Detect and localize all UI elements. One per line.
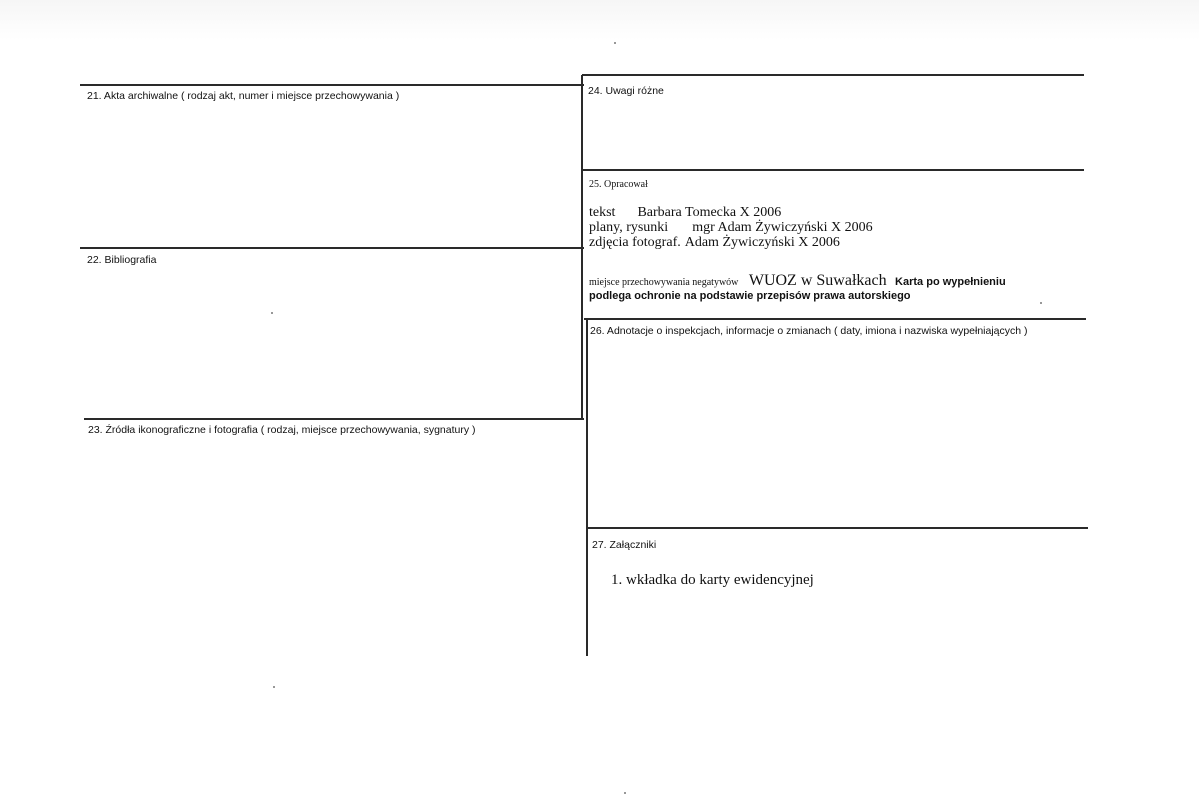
author-row-text-key: tekst [589, 205, 616, 220]
author-row-plans-value: mgr Adam Żywiczyński X 2006 [692, 220, 873, 235]
copyright-note-line1: Karta po wypełnieniu [895, 276, 1006, 288]
negatives-label: miejsce przechowywania negatywów [589, 277, 739, 288]
rule-22-top [80, 247, 584, 249]
author-row-plans-key: plany, rysunki [589, 220, 669, 235]
author-row-photos-value: Adam Żywiczyński X 2006 [684, 235, 840, 250]
author-row-photos [589, 235, 840, 251]
rule-21-top [80, 84, 584, 86]
attachment-item: 1. wkładka do karty ewidencyjnej [611, 572, 814, 588]
section-22-label: 22. Bibliografia [87, 254, 157, 266]
negatives-location [589, 272, 1006, 290]
author-row-photos-key: zdjęcia fotograf. [589, 235, 681, 250]
rule-23-top [84, 418, 584, 420]
section-26-label: 26. Adnotacje o inspekcjach, informacje o zmianach ( daty, imiona i nazwiska wypełniających ) [590, 325, 1028, 337]
rule-26-top [584, 318, 1086, 320]
section-27-label: 27. Załączniki [592, 539, 657, 551]
scan-speck [1040, 302, 1042, 304]
section-23-label: 23. Źródła ikonograficzne i fotografia ( rodzaj, miejsce przechowywania, sygnatury ) [88, 424, 476, 436]
column-divider-lower [586, 318, 588, 656]
section-21-label: 21. Akta archiwalne ( rodzaj akt, numer i miejsce przechowywania ) [87, 90, 400, 102]
scan-speck [624, 792, 626, 794]
copyright-note-line2: podlega ochronie na podstawie przepisów prawa autorskiego [589, 290, 911, 302]
scan-speck [614, 42, 616, 44]
rule-27-top [586, 527, 1088, 529]
author-row-plans [589, 220, 873, 236]
negatives-value: WUOZ w Suwałkach [748, 272, 887, 289]
section-24-label: 24. Uwagi różne [588, 85, 664, 97]
rule-24-top [582, 74, 1084, 76]
rule-25-top [582, 169, 1084, 171]
author-row-text-value: Barbara Tomecka X 2006 [637, 205, 782, 220]
section-25-label: 25. Opracował [589, 179, 648, 190]
scan-speck [271, 312, 273, 314]
author-row-text [589, 205, 781, 221]
scan-speck [273, 686, 275, 688]
column-divider-upper [581, 75, 583, 420]
